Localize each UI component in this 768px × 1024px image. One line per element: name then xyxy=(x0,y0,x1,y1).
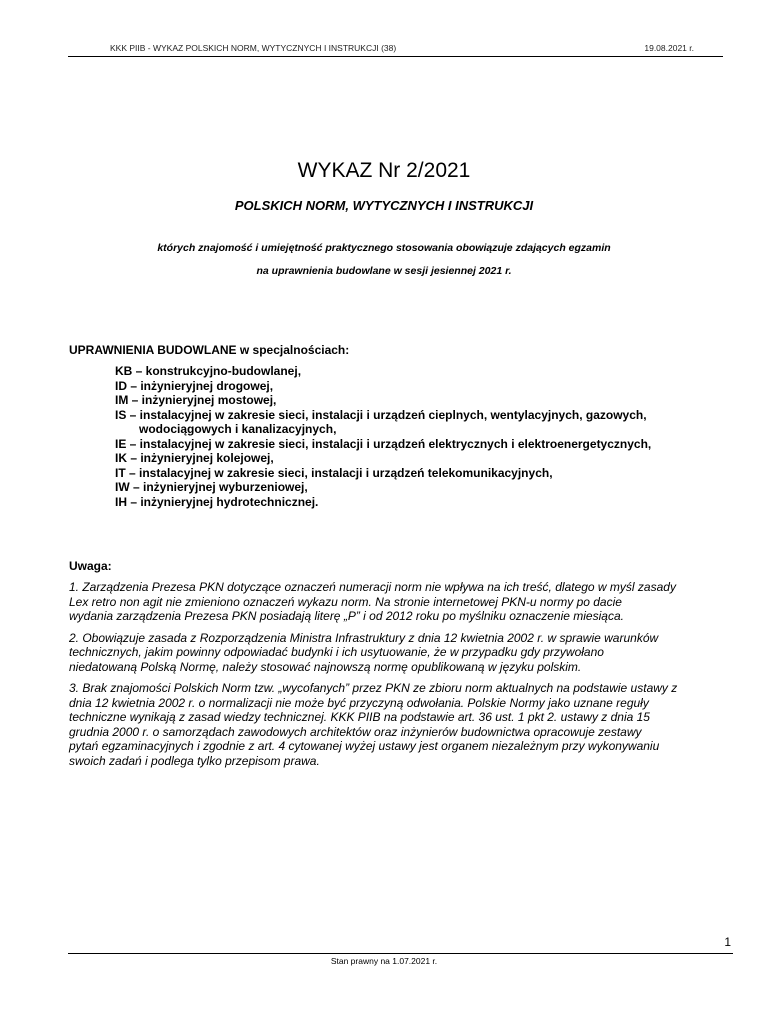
note-line: 3. Brak znajomości Polskich Norm tzw. „wycofanych” przez PKN ze zbioru norm aktualnych na podstawie ustawy z xyxy=(69,681,678,695)
intro-line-1: których znajomość i umiejętność praktycznego stosowania obowiązuje zdających egzamin xyxy=(157,242,611,254)
note-item xyxy=(69,580,729,624)
note-line: dnia 12 kwietnia 2002 r. o normalizacji nie może być przyczyną odwołania. Polskie Normy jako uznane reguły xyxy=(69,695,649,710)
specialty-item: IK – inżynieryjnej kolejowej, xyxy=(115,451,274,465)
notes-list xyxy=(69,580,729,775)
specialty-item: KB – konstrukcyjno-budowlanej, xyxy=(115,364,302,378)
document-subtitle: POLSKICH NORM, WYTYCZNYCH I INSTRUKCJI xyxy=(234,198,534,213)
note-line: niedatowaną Polską Normę, należy stosować najnowszą normę opublikowaną w języku polskim. xyxy=(69,659,582,674)
specialty-item: IT – instalacyjnej w zakresie sieci, instalacji i urządzeń telekomunikacyjnych, xyxy=(115,465,553,480)
notes-heading: Uwaga: xyxy=(69,559,112,573)
note-line: wydania zarządzenia Prezesa PKN posiadają literę „P” i od 2012 roku po myślniku oznaczenie miesiąca. xyxy=(69,609,624,623)
header-title: KKK PIIB - WYKAZ POLSKICH NORM, WYTYCZNYCH I INSTRUKCJI (38) xyxy=(110,43,397,53)
header-date: 19.08.2021 r. xyxy=(644,43,694,53)
header-divider xyxy=(68,56,723,57)
note-line: pytań egzaminacyjnych i zgodnie z art. 4 cytowanej wyżej ustawy jest organem niezależnym przy wykonywaniu xyxy=(69,739,660,753)
specialties-list xyxy=(115,364,715,509)
footer-divider xyxy=(68,953,733,954)
note-item xyxy=(69,631,729,675)
note-line: swoich zadań i podlega tylko przepisom prawa. xyxy=(69,753,320,768)
intro-line-2: na uprawnienia budowlane w sesji jesiennej 2021 r. xyxy=(256,265,512,277)
note-line: technicznych, jakim powinny odpowiadać budynki i ich usytuowanie, że w przypadku gdy przywołano xyxy=(69,645,604,659)
note-line: techniczne wynikają z zasad wiedzy technicznej. KKK PIIB na podstawie art. 36 ust. 1 pkt 2. ustawy z dnia 15 xyxy=(69,710,650,724)
document-title: WYKAZ Nr 2/2021 xyxy=(297,159,471,182)
note-line: 2. Obowiązuje zasada z Rozporządzenia Ministra Infrastruktury z dnia 12 kwietnia 2002 r. w sprawie warunków xyxy=(69,630,659,645)
specialties-heading: UPRAWNIENIA BUDOWLANE w specjalnościach: xyxy=(69,343,350,357)
specialty-item: IE – instalacyjnej w zakresie sieci, instalacji i urządzeń elektrycznych i elektroenergetycznych, xyxy=(115,436,652,451)
specialty-item: IW – inżynieryjnej wyburzeniowej, xyxy=(115,480,308,494)
note-line: 1. Zarządzenia Prezesa PKN dotyczące oznaczeń numeracji norm nie wpływa na ich treść, dlatego w myśl zasady xyxy=(69,580,676,594)
page-number: 1 xyxy=(724,935,731,949)
note-line: grudnia 2000 r. o samorządach zawodowych architektów oraz inżynierów budownictwa opracowuje zestawy xyxy=(69,724,642,739)
note-item xyxy=(69,681,729,768)
page-header xyxy=(68,40,724,56)
specialty-item: IH – inżynieryjnej hydrotechnicznej. xyxy=(115,494,319,509)
specialty-item-continuation: wodociągowych i kanalizacyjnych, xyxy=(139,422,337,436)
note-line: Lex retro non agit nie zmieniono oznaczeń wykazu norm. Na stronie internetowej PKN-u normy po dacie xyxy=(69,594,622,609)
page-footer: Stan prawny na 1.07.2021 r. xyxy=(330,956,438,966)
intro-text xyxy=(0,237,768,283)
specialty-item: ID – inżynieryjnej drogowej, xyxy=(115,378,274,393)
specialty-item: IM – inżynieryjnej mostowej, xyxy=(115,393,277,407)
specialty-item: IS – instalacyjnej w zakresie sieci, instalacji i urządzeń cieplnych, wentylacyjnych, gazowych, xyxy=(115,407,647,422)
